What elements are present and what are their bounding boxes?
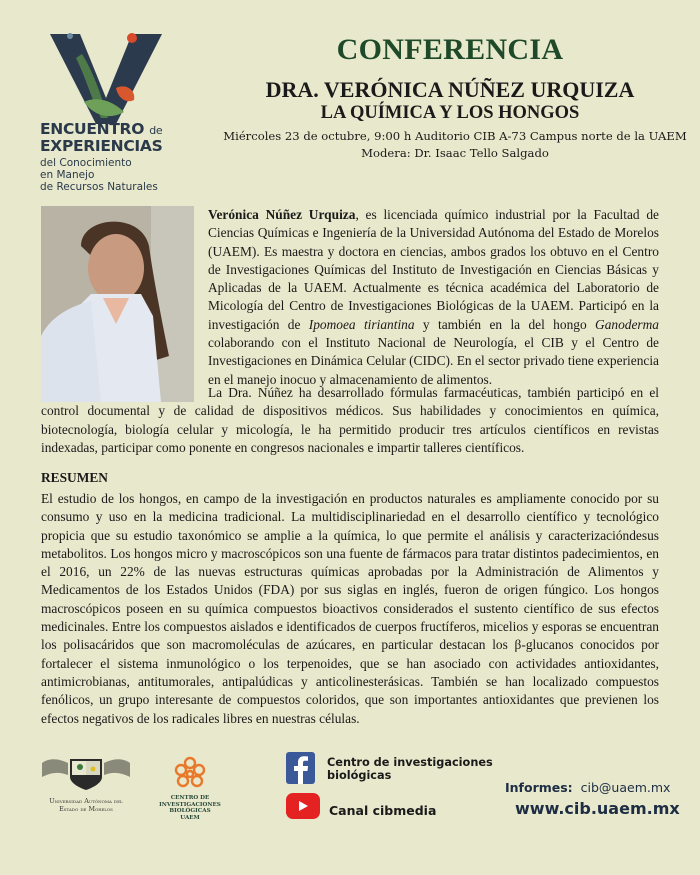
- v-leaf-emblem-icon: [46, 28, 166, 128]
- facebook-link[interactable]: Centro de investigaciones biológicas: [327, 756, 493, 782]
- facebook-icon[interactable]: [286, 752, 315, 784]
- uaem-shield-icon: [40, 755, 132, 791]
- cib-spiral-icon: [155, 755, 225, 791]
- bio-paragraph-1: [208, 206, 659, 389]
- bio-paragraph-2: La Dra. Núñez ha desarrollado fórmulas farmacéuticas, también participó en el control documental y de calidad de dispositivos médicos. Sus habilidades y conocimientos en química, biotecnología, biología celular y micología, le ha permitido producir tres artículos científicos en revistas indexadas, participar como ponente en congresos nacionales e impartir talleres científicos.: [41, 385, 659, 455]
- speaker-photo: [41, 206, 194, 402]
- logo-sub-line: en Manejo: [40, 169, 95, 181]
- speaker-name: DRA. VERÓNICA NÚÑEZ URQUIZA: [265, 77, 635, 102]
- contact-info: [505, 780, 670, 795]
- moderator: Modera: Dr. Isaac Tello Salgado: [361, 146, 549, 160]
- event-date-location: Miércoles 23 de octubre, 9:00 h Auditorio CIB A-73 Campus norte de la UAEM: [223, 129, 687, 143]
- informes-label: Informes:: [505, 780, 573, 795]
- species-ganoderma: Ganoderma: [595, 316, 660, 332]
- resumen-body: El estudio de los hongos, en campo de la investigación en productos naturales es ampliamente conocido por su consumo y uso en la medicina tradicional. La multidisciplinariedad en el desarrollo científico y tecnológico propicia que su estudio taxonómico se amplie a la química, lo que permite el análisis y caracterizacióndesus metabolitos. Los hongos micro y macroscópicos son una fuente de fármacos para tratar distintos padecimientos, en el 2016, un 22% de las nuevas estructuras químicas aprobadas por la Administración de Alimentos y Medicamentos de los Estados Unidos (FDA) por sus siglas en inglés, fueron de origen fúngico. Los hongos macroscópicos poseen en su química compuestos bioactivos considerados el sustento científico de sus efectos medicinales. Entre los compuestos aislados e identificados de cuerpos fructíferos, micelios y esporas se encuentran los polisacáridos que son macromoléculas de azúcares, en particular destacan los β-glucanos conocidos por fortalecer el sistema inmunológico o los terpenoides, que se han asociado con actividades antioxidantes, antimicrobianas, antitumorales, antipalúdicas y anticolinesterásicas. También se han localizado compuestos fenólicos, un grupo interesante de compuestos coloridos, que son importantes antioxidantes que previenen los efectos negativos de los radicales libres en nuestras células.: [41, 491, 659, 726]
- cib-logo: [155, 755, 225, 823]
- bio-text: colaborando con el Instituto Nacional de Neurología, el CIB y el Centro de Investigaciones en Dinámica Celular (CIDC). En el sector privado tiene experiencia en el manejo inocuo y almacenamiento de alimentos.: [208, 335, 659, 387]
- youtube-icon[interactable]: [286, 793, 320, 819]
- cib-line: INVESTIGACIONES: [159, 801, 221, 808]
- bio-text: , es licenciada químico industrial por la Facultad de Ciencias Químicas e Ingeniería de la Universidad Autónoma del Estado de Morelos (UAEM). Es maestra y doctora en ciencias, ambos grados los obtuvo en el Centro de Investigaciones Químicas del Instituto de Investigación en Ciencias Básicas y Aplicadas de la UAEM. Actualmente es técnica académica del Laboratorio de Micología del Centro de Investigaciones Biológicas de la UAEM. Participó en la investigación de: [208, 207, 660, 332]
- youtube-link[interactable]: Canal cibmedia: [329, 803, 437, 818]
- logo-sub-line: del Conocimiento: [40, 157, 132, 169]
- uaem-line-2: Estado de Morelos: [59, 805, 113, 813]
- website-link[interactable]: www.cib.uaem.mx: [515, 799, 680, 818]
- logo-line-2: EXPERIENCIAS: [40, 136, 163, 155]
- species-ipomoea: Ipomoea tiriantina: [308, 316, 415, 332]
- uaem-logo: [40, 755, 132, 815]
- talk-title: LA QUÍMICA Y LOS HONGOS: [320, 103, 580, 123]
- bio-text: y también en la del hongo: [414, 316, 596, 332]
- logo-line-1-suffix: de: [149, 124, 163, 137]
- logo-line-1: ENCUENTRO: [40, 120, 145, 138]
- contact-email[interactable]: cib@uaem.mx: [580, 780, 671, 795]
- resumen-heading: RESUMEN: [41, 470, 108, 485]
- cib-line: UAEM: [180, 814, 200, 821]
- logo-sub-line: de Recursos Naturales: [40, 181, 158, 193]
- cib-line: BIOLÓGICAS: [169, 808, 211, 815]
- event-logo: [40, 14, 175, 193]
- uaem-line-1: Universidad Autónoma del: [49, 797, 123, 805]
- page-title: CONFERENCIA: [336, 33, 564, 66]
- bio-name: Verónica Núñez Urquiza: [208, 207, 356, 222]
- cib-line: CENTRO DE: [170, 795, 210, 801]
